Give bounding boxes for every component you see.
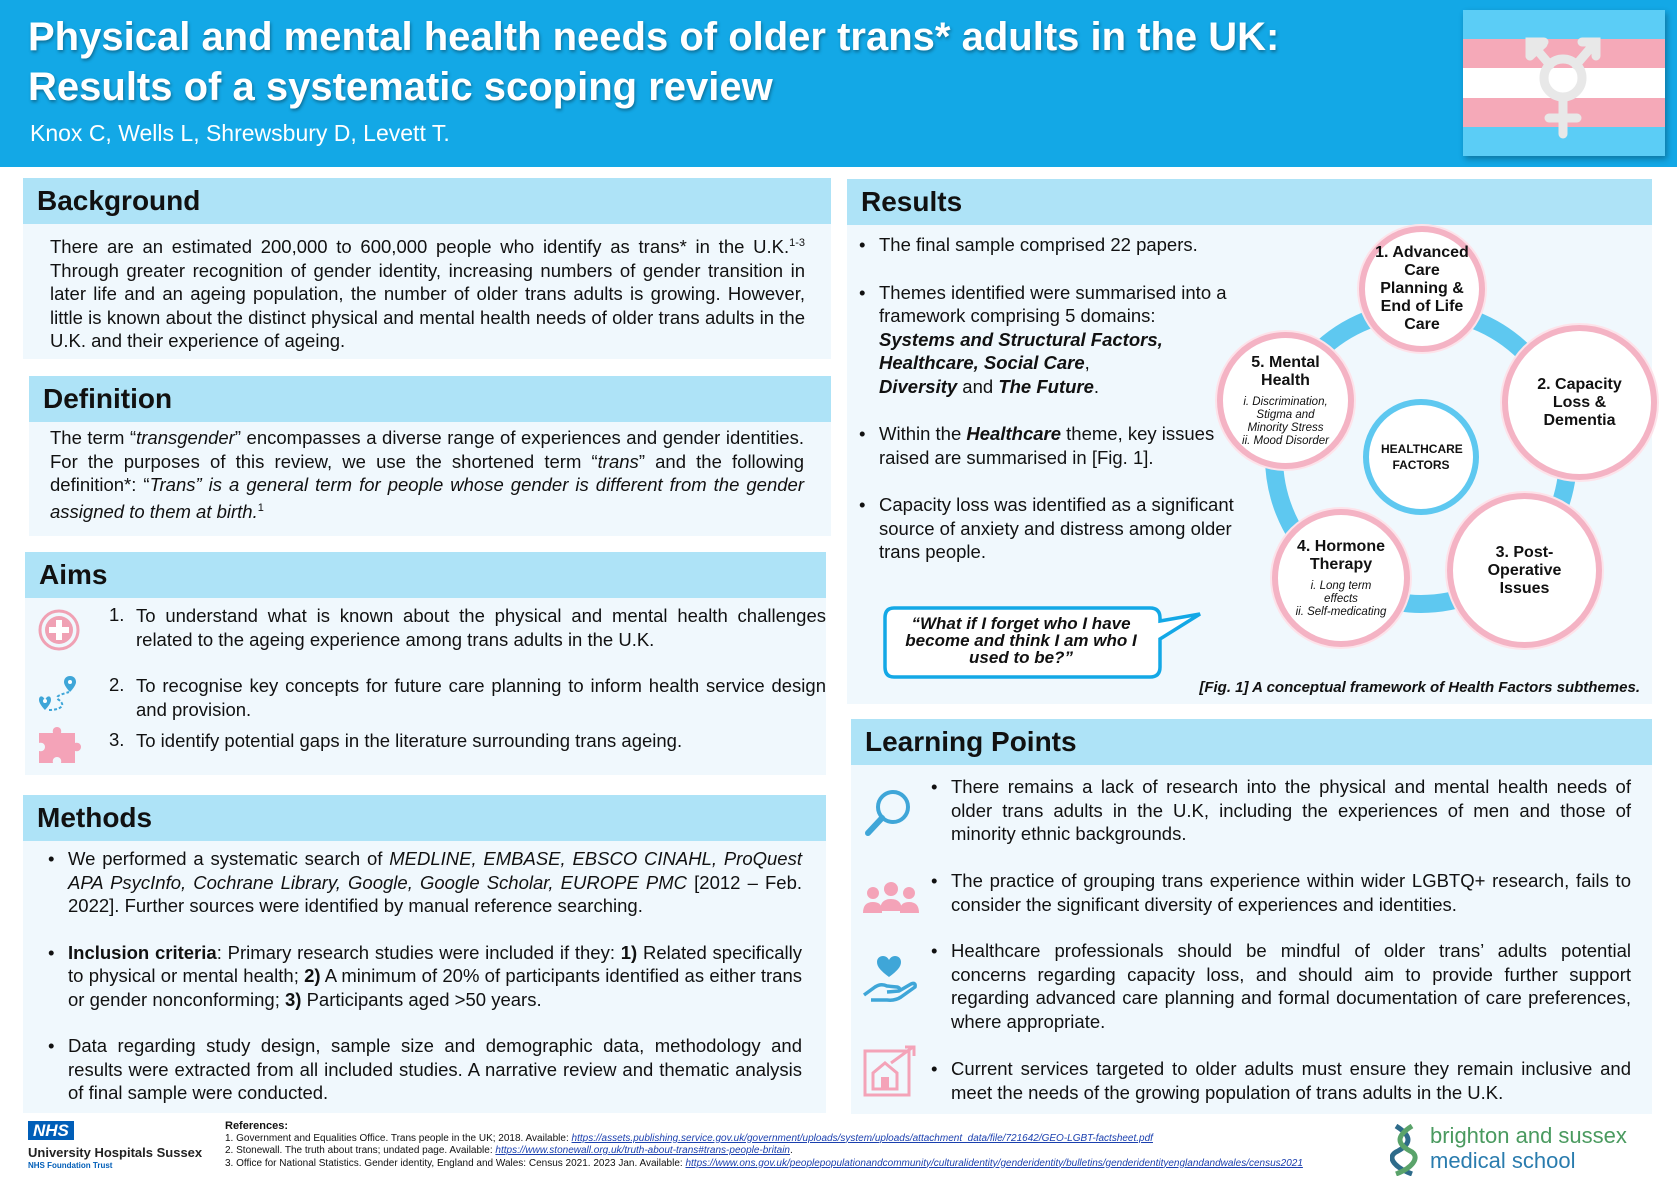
list-item: • Capacity loss was identified as a significant source of anxiety and distress among older trans people. (859, 493, 1239, 564)
learning-points-heading: Learning Points (851, 719, 1652, 765)
background-heading: Background (23, 178, 831, 224)
aim-text: To understand what is known about the physical and mental health challenges related to the ageing experience among trans adults in the U.K. (136, 605, 826, 650)
nhs-badge: NHS (28, 1121, 74, 1140)
puzzle-piece-icon (37, 721, 89, 765)
learning-points-section: Learning Points • There remains a lack of research into the physical and mental health needs of older trans adults in the U.K, including the experiences of men and those of minority ethnic backgrounds. • The practice of grouping trans experience within wider LGBTQ+ research, fails to consider the significant diversity of experiences and identities. • Healthcare professionals should be mindful of older trans’ adults potential concerns regarding capacity loss, and should aim to provide further support regarding advanced care planning and formal documentation of care preferences, where appropriate. • Current services targeted to older adults must ensure they remain inclusive and meet the needs of the growing population of trans adults in the U.K. (851, 719, 1652, 1114)
results-heading: Results (847, 179, 1652, 225)
reference-link[interactable]: https://assets.publishing.service.gov.uk/government/uploads/system/uploads/attachment_data/file/721642/GEO-LGBT-factsheet.pdf (571, 1132, 1153, 1144)
framework-node-hormone-therapy: 4. Hormone Therapy i. Long term effects ii. Self-medicating (1272, 509, 1410, 647)
framework-node-post-operative: 3. Post-Operative Issues (1447, 493, 1602, 648)
framework-center: HEALTHCARE FACTORS (1363, 399, 1479, 515)
transgender-symbol-icon (1518, 30, 1608, 142)
bsms-logo (1390, 1122, 1670, 1178)
heart-hand-icon (861, 951, 917, 1007)
references: References: 1. Government and Equalities Office. Trans people in the UK; 2018. Available: https://assets.publishing.service.gov.uk/government/uploads/system/uploads/attachment_data/file/721642/GEO-LGBT-factsheet.pdf 2. Stonewall. The truth about trans; undated page. Available: https://www.stonewall.org.uk/truth-about-trans#trans-people-britain. 3. Office for National Statistics. Gender identity, England and Wales: Census 2021. 2023 Jan. Available: https://www.ons.gov.uk/peoplepopulationandcommunity/culturalidentity/genderidentity/bulletins/genderidentityenglandandwales/census2021 (225, 1120, 1303, 1169)
aim-item (25, 602, 826, 662)
figure-caption: [Fig. 1] A conceptual framework of Health Factors subthemes. (1199, 679, 1640, 696)
list-item: • The final sample comprised 22 papers. (859, 233, 1239, 257)
definition-heading: Definition (29, 376, 831, 422)
aim-item (25, 719, 826, 769)
nhs-logo (28, 1121, 208, 1177)
aim-number: 2. (109, 674, 125, 695)
methods-heading: Methods (23, 795, 826, 841)
definition-section (29, 376, 831, 536)
bsms-name-line2: medical school (1430, 1148, 1576, 1173)
quote-text: “What if I forget who I have become and think I am who I used to be?” (905, 614, 1137, 667)
aims-section (25, 552, 826, 775)
magnifier-icon (861, 785, 917, 841)
definition-text: The term “transgender” encompasses a diverse range of experiences and gender identities. For the purposes of this review, we use the shortened term “trans” and the following definition*: “Trans” is a general term for people whose gender is different from the gender assigned to them at birth.$^1$ (50, 427, 804, 522)
reference-item: 3. Office for National Statistics. Gender identity, England and Wales: Census 2021. 2023 Jan. Available: https://www.ons.gov.uk/peoplepopulationandcommunity/culturalidentity/genderidentity/bulletins/genderidentityenglandandwales/census2021 (225, 1157, 1303, 1169)
poster-title: Physical and mental health needs of older trans* adults in the UK: Results of a systematic scoping review (28, 15, 1280, 109)
reference-item: 1. Government and Equalities Office. Trans people in the UK; 2018. Available: https://assets.publishing.service.gov.uk/government/uploads/system/uploads/attachment_data/file/721642/GEO-LGBT-factsheet.pdf (225, 1132, 1153, 1144)
framework-diagram (1187, 219, 1647, 659)
framework-node-mental-health: 5. Mental Health i. Discrimination, Stigma and Minority Stress ii. Mood Disorder (1217, 332, 1354, 469)
methods-section (23, 795, 826, 1113)
results-list (859, 233, 1239, 564)
reference-link[interactable]: https://www.ons.gov.uk/peoplepopulationandcommunity/culturalidentity/genderidentity/bulletins/genderidentityenglandandwales/census2021 (685, 1157, 1303, 1169)
poster-header (0, 0, 1677, 167)
methods-list (23, 841, 826, 1105)
reference-link[interactable]: https://www.stonewall.org.uk/truth-about-trans#trans-people-britain (495, 1145, 790, 1156)
reference-item: 2. Stonewall. The truth about trans; undated page. Available: https://www.stonewall.org.uk/truth-about-trans#trans-people-britain. (225, 1145, 793, 1156)
aims-heading: Aims (25, 552, 826, 598)
medical-cross-icon (37, 608, 81, 652)
authors: Knox C, Wells L, Shrewsbury D, Levett T. (30, 120, 450, 146)
people-group-icon (861, 869, 921, 925)
background-text: There are an estimated 200,000 to 600,000 people who identify as trans* in the U.K.$^{1-3}$ Through greater recognition of gender identity, increasing numbers of gender transition in later life and an ageing population, the number of older trans adults is growing. However, little is known about the distinct physical and mental health needs of older trans adults in the U.K. and their experience of ageing. (50, 236, 805, 352)
list-item: • Inclusion criteria: Primary research studies were included if they: 1) Related specifically to physical or mental health; 2) A minimum of 20% of participants identified as either trans or gender nonconforming; 3) Participants aged >50 years. (48, 941, 802, 1012)
nhs-trust-sub: NHS Foundation Trust (28, 1161, 113, 1170)
list-item: • Data regarding study design, sample size and demographic data, methodology and results were extracted from all included studies. A narrative review and thematic analysis of final sample were conducted. (48, 1034, 802, 1105)
aim-number: 1. (109, 604, 125, 625)
background-section (23, 178, 831, 359)
aim-text: To identify potential gaps in the literature surrounding trans ageing. (136, 730, 683, 751)
results-section (847, 179, 1652, 704)
aim-number: 3. (109, 729, 125, 750)
list-item: • Within the Healthcare theme, key issues raised are summarised in [Fig. 1]. (859, 422, 1239, 469)
nhs-trust-name: University Hospitals Sussex (28, 1145, 203, 1160)
list-item: • We performed a systematic search of MEDLINE, EMBASE, EBSCO CINAHL, ProQuest APA PsycInfo, Cochrane Library, Google, Google Scholar, EUROPE PMC [2012 – Feb. 2022]. Further sources were identified by manual reference searching. (48, 847, 802, 918)
home-chart-icon (861, 1043, 917, 1099)
route-map-icon (37, 672, 81, 716)
trans-flag-icon (1463, 10, 1665, 156)
list-item: • Themes identified were summarised into a framework comprising 5 domains: Systems and Structural Factors, Healthcare, Social Care, Diversity and The Future. (859, 281, 1239, 399)
aim-item (25, 672, 826, 722)
aim-text: To recognise key concepts for future care planning to inform health service design and provision. (136, 675, 826, 720)
dna-helix-icon (1390, 1124, 1418, 1176)
framework-node-advanced-care: 1. Advanced Care Planning & End of Life Care (1359, 226, 1485, 352)
framework-node-capacity-loss: 2. Capacity Loss & Dementia (1502, 325, 1657, 480)
bsms-name-line1: brighton and sussex (1430, 1123, 1627, 1148)
